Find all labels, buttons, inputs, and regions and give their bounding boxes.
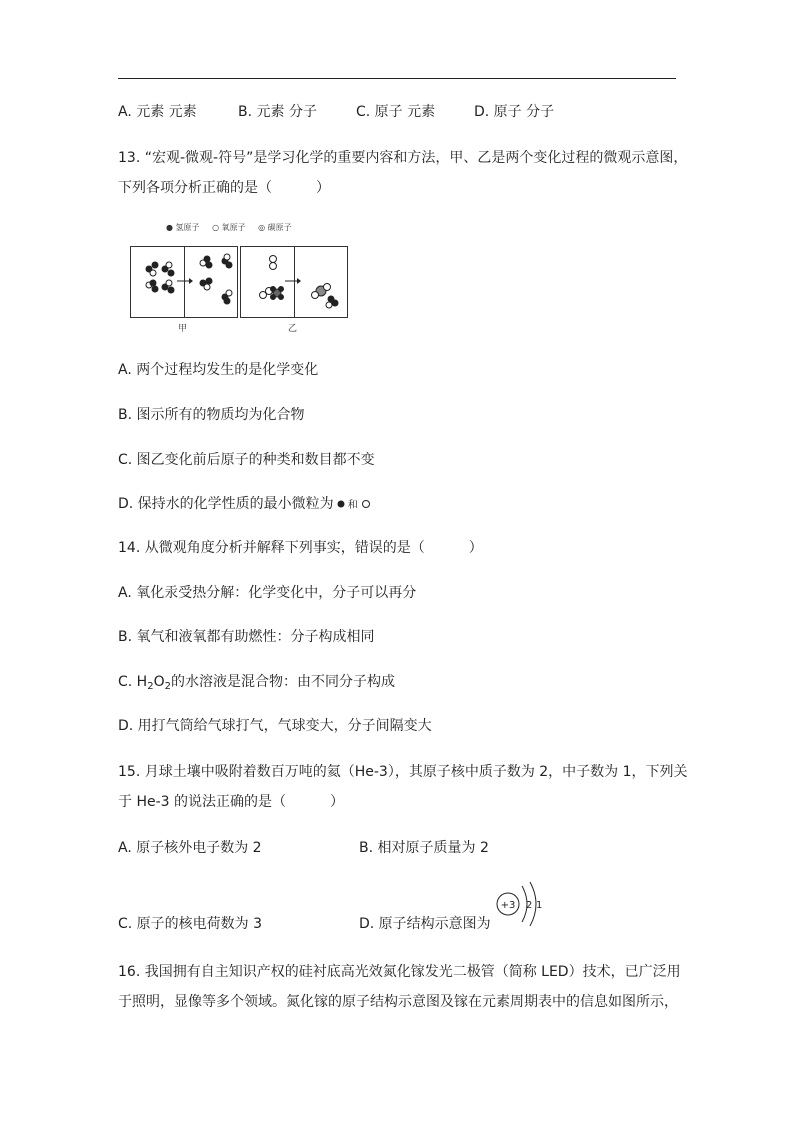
caption-jia: 甲: [178, 324, 188, 334]
q15-option-d: D. 原子结构示意图为: [359, 916, 491, 932]
q15-stem-close: ）: [330, 794, 344, 810]
q13-stem-close: ）: [316, 180, 330, 196]
legend-oxygen: ○ 氧原子: [212, 223, 246, 232]
q15-option-b: B. 相对原子质量为 2: [359, 840, 489, 856]
caption-yi: 乙: [288, 324, 298, 334]
q13-option-d-text: D. 保持水的化学性质的最小微粒为: [118, 496, 334, 512]
diagram-yi-molecules: [241, 247, 349, 319]
q13-stem-line1: 13. “宏观-微观-符号”是学习化学的重要内容和方法，甲、乙是两个变化过程的微观示意图，: [118, 150, 688, 166]
oxygen-atom-icon: [361, 499, 371, 509]
q14-option-c: [118, 672, 395, 697]
atomic-structure-diagram: [492, 878, 552, 930]
q12-option-a: A. 元素 元素: [118, 104, 197, 120]
q13-option-a: A. 两个过程均发生的是化学变化: [118, 362, 319, 378]
header-rule: [118, 78, 676, 79]
q13-option-c: C. 图乙变化前后原子的种类和数目都不变: [118, 452, 375, 468]
electron-shell-1: 2: [526, 900, 533, 911]
q13-option-b: B. 图示所有的物质均为化合物: [118, 407, 305, 423]
q14-stem-text: 14. 从微观角度分析并解释下列事实，错误的是（: [118, 540, 425, 556]
q14-c-suffix: 的水溶液是混合物：由不同分子构成: [170, 674, 395, 690]
q14-c-sub2: 2: [164, 681, 171, 692]
legend-carbon: ◎ 碳原子: [258, 223, 292, 232]
q13-stem-text: 下列各项分析正确的是（: [118, 180, 272, 196]
q15-stem-line2: [118, 792, 344, 812]
q14-stem: [118, 538, 483, 558]
q14-c-mid: O: [153, 674, 165, 690]
electron-shell-2: 1: [536, 900, 543, 911]
q16-line1: 16. 我国拥有自主知识产权的硅衬底高光效氮化镓发光二极管（简称 LED）技术，已广泛用: [118, 964, 681, 980]
diagram-box-jia: [130, 246, 238, 318]
q13-option-d: [118, 494, 371, 516]
q14-stem-close: ）: [468, 540, 483, 556]
q12-option-d: D. 原子 分子: [474, 104, 555, 120]
nucleus-charge: +3: [500, 900, 516, 911]
q15-option-a: A. 原子核外电子数为 2: [118, 840, 262, 856]
q15-stem-line1: 15. 月球土壤中吸附着数百万吨的氦（He-3），其原子核中质子数为 2，中子数为 1，下列关: [118, 764, 688, 780]
q12-option-b: B. 元素 分子: [238, 104, 317, 120]
q13-micro-diagram: [128, 224, 358, 336]
q14-option-b: B. 氧气和液氧都有助燃性：分子构成相同: [118, 629, 375, 645]
q14-option-a: A. 氧化汞受热分解：化学变化中，分子可以再分: [118, 585, 417, 601]
q14-c-sub1: 2: [147, 681, 154, 692]
q12-option-c: C. 原子 元素: [356, 104, 436, 120]
q16-line2: 于照明，显像等多个领域。氮化镓的原子结构示意图及镓在元素周期表中的信息如图所示，: [118, 994, 678, 1010]
q13-legend: [166, 222, 302, 233]
hydrogen-atom-icon: [336, 499, 346, 509]
q14-option-d: D. 用打气筒给气球打气，气球变大，分子间隔变大: [118, 718, 432, 734]
diagram-box-yi: [240, 246, 348, 318]
q15-option-c: C. 原子的核电荷数为 3: [118, 916, 263, 932]
diagram-jia-molecules: [131, 247, 239, 319]
q15-stem-text: 于 He-3 的说法正确的是（: [118, 794, 286, 810]
legend-hydrogen: ● 氢原子: [166, 223, 200, 232]
q13-option-d-and: 和: [347, 500, 358, 511]
q13-stem-line2: [118, 178, 330, 198]
q14-c-prefix: C. H: [118, 674, 148, 690]
